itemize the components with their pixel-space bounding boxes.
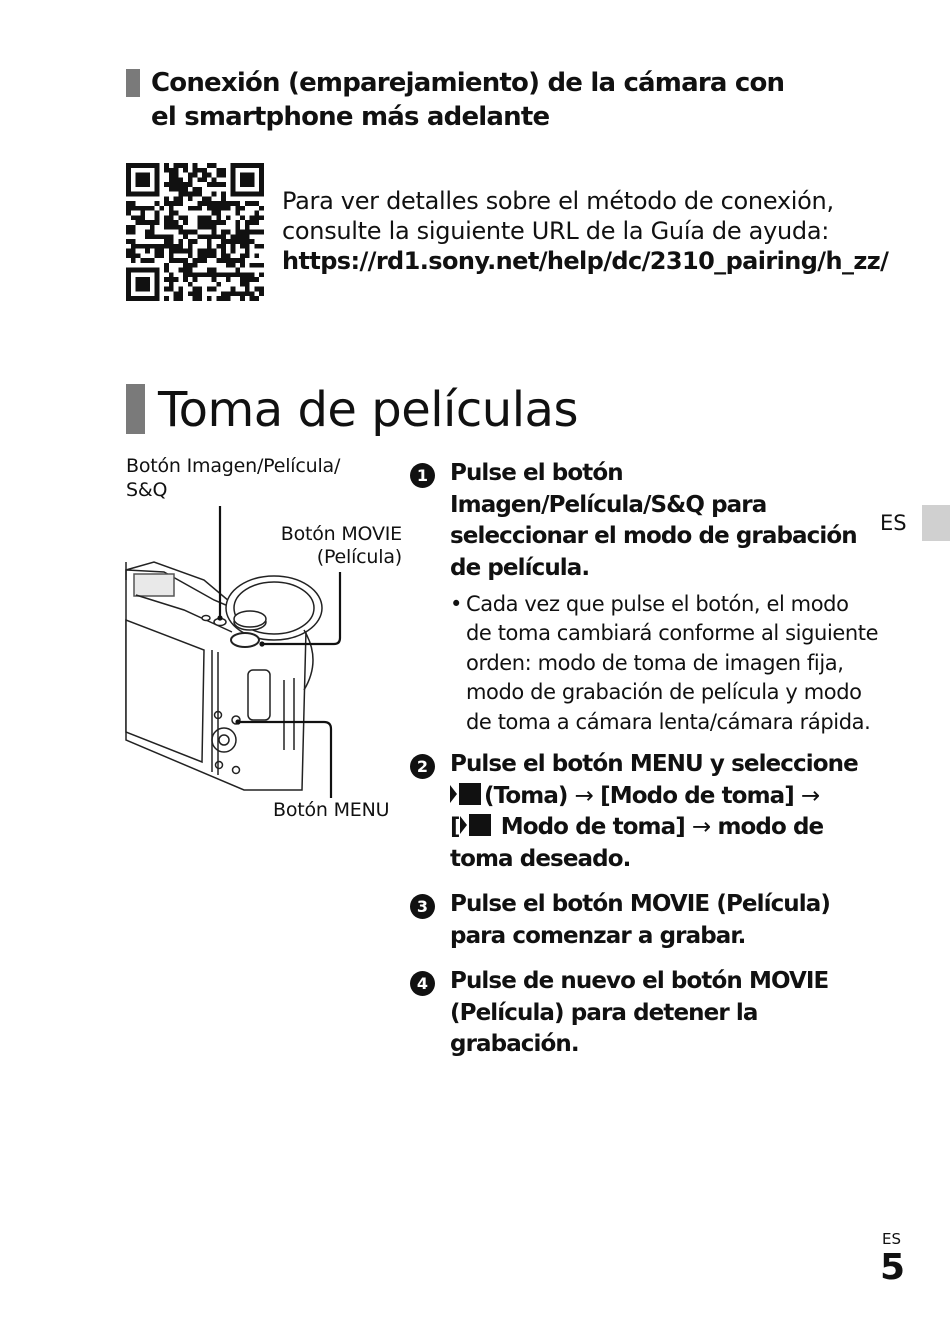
language-tab-label: ES: [880, 511, 907, 535]
label-movie-button-2: (Película): [316, 546, 402, 568]
help-guide-url[interactable]: https://rd1.sony.net/help/dc/2310_pairing/h_zz/: [282, 247, 889, 275]
qr-code[interactable]: [126, 163, 264, 301]
intro-line-1: Para ver detalles sobre el método de conexión,: [282, 187, 834, 215]
movie-mode-icon: [460, 813, 492, 837]
heading-bar: [126, 69, 140, 97]
step-3-text: Pulse el botón MOVIE (Película) para comenzar a grabar.: [450, 891, 831, 949]
language-tab: [922, 505, 950, 541]
bullet-dot: •: [450, 592, 462, 616]
step-1-bullet: [450, 590, 880, 737]
step-1-bullet-text: Cada vez que pulse el botón, el modo de toma cambiará conforme al siguiente orden: modo de toma de imagen fija, modo de grabación de película y modo de toma a cámara lenta/cámara rápida.: [466, 592, 879, 734]
label-still-movie-button: Botón Imagen/Película/: [126, 455, 341, 477]
footer-lang: ES: [882, 1230, 901, 1248]
camera-drawing: [124, 500, 409, 800]
arrow-icon: →: [801, 782, 820, 809]
step-2-desired-mode: modo de toma deseado.: [450, 814, 824, 872]
step-2-menu-mode: Modo de toma]: [493, 814, 685, 841]
label-menu-button: Botón MENU: [273, 799, 390, 821]
pairing-intro: [282, 186, 902, 276]
step-2-intro: Pulse el botón MENU y seleccione: [450, 751, 858, 778]
heading-bar-main: [126, 384, 145, 434]
step-number-3: 3: [410, 894, 435, 919]
steps-list: [410, 458, 880, 1073]
label-movie-button: Botón MOVIE: [280, 523, 402, 545]
step-2-text: [450, 749, 880, 875]
page-number: 5: [880, 1247, 906, 1288]
step-number-2: 2: [410, 754, 435, 779]
step-4: [410, 966, 880, 1061]
step-2: [410, 749, 880, 875]
step-3: [410, 889, 880, 952]
intro-line-2: consulte la siguiente URL de la Guía de ayuda:: [282, 217, 830, 245]
step-2-menu-shooting: (Toma): [484, 782, 568, 809]
step-number-1: 1: [410, 463, 435, 488]
step-number-4: 4: [410, 971, 435, 996]
step-1: [410, 458, 880, 737]
camera-tab-icon: [450, 782, 482, 806]
subsection-title: Conexión (emparejamiento) de la cámara con el smartphone más adelante: [151, 68, 785, 132]
step-2-bracket: [: [450, 814, 460, 841]
step-4-text: Pulse de nuevo el botón MOVIE (Película) para detener la grabación.: [450, 968, 829, 1058]
label-still-movie-button-2: S&Q: [126, 479, 168, 501]
arrow-icon: →: [574, 782, 594, 809]
section-title: Toma de películas: [158, 382, 578, 438]
step-1-text: Pulse el botón Imagen/Película/S&Q para seleccionar el modo de grabación de película.: [450, 460, 857, 581]
arrow-icon: →: [691, 814, 711, 841]
step-2-menu-shooting-mode: [Modo de toma]: [600, 782, 794, 809]
